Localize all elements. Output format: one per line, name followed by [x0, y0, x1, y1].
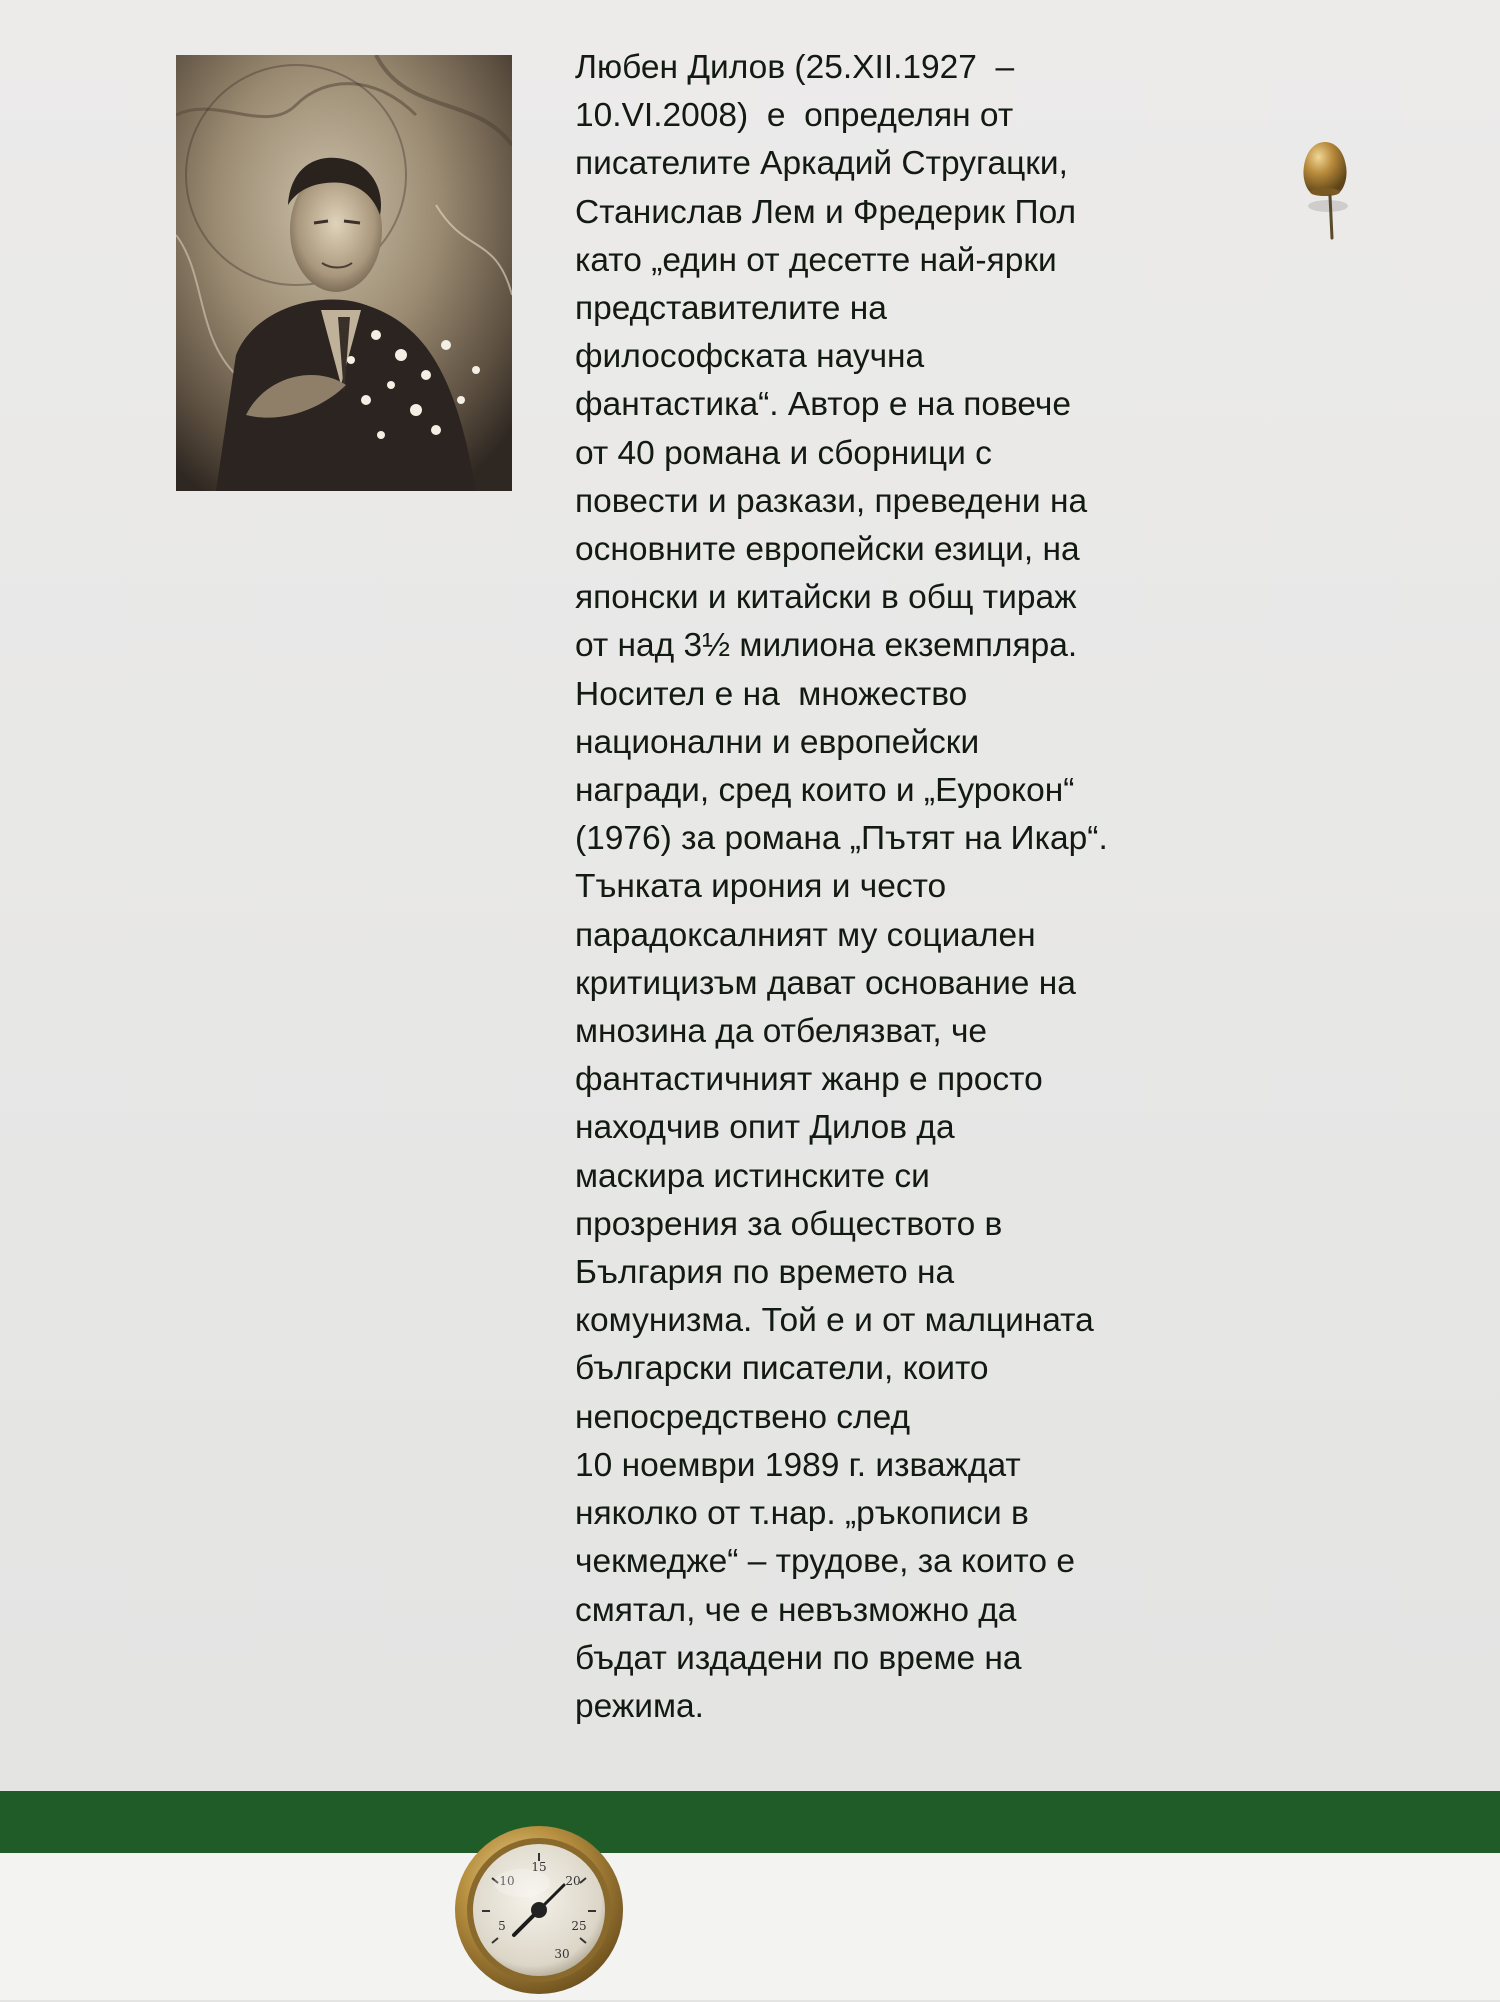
bio-line: Станислав Лем и Фредерик Пол — [575, 193, 1077, 231]
bio-line: основните европейски езици, на — [575, 531, 1080, 569]
bio-line: прозрения за обществото в — [575, 1205, 1003, 1243]
bio-line: от над 3½ милиона екземпляра. — [575, 627, 1078, 665]
bio-line: чекмедже“ – трудове, за които е — [575, 1543, 1075, 1581]
bio-line: фантастика“. Автор е на повече — [575, 386, 1072, 424]
bio-line: няколко от т.нар. „ръкописи в — [575, 1495, 1029, 1533]
bio-line: парадоксалният му социален — [575, 916, 1036, 954]
author-biography — [575, 44, 1275, 1731]
bio-line: Тънката ирония и често — [575, 868, 947, 906]
bio-line: философската научна — [575, 338, 925, 376]
bio-line: български писатели, които — [575, 1350, 989, 1388]
bio-line: България по времето на — [575, 1254, 955, 1292]
bio-line: бъдат издадени по време на — [575, 1639, 1022, 1677]
gauge-tick-label: 20 — [565, 1874, 581, 1888]
pressure-gauge-icon — [452, 1823, 626, 1997]
author-portrait — [176, 55, 512, 491]
bio-line: представителите на — [575, 290, 887, 328]
brass-pin-icon — [1300, 138, 1350, 243]
bio-line: (1976) за романа „Пътят на Икар“. — [575, 820, 1108, 858]
bio-line: непосредствено след — [575, 1398, 911, 1436]
bio-line: като „един от десетте най-ярки — [575, 241, 1057, 279]
bio-line: 10.VI.2008) е определян от — [575, 97, 1014, 135]
bio-line: находчив опит Дилов да — [575, 1109, 955, 1147]
gauge-tick-label: 15 — [531, 1860, 547, 1874]
bio-line: Любен Дилов (25.XII.1927 – — [575, 49, 1015, 86]
gauge-tick-label: 5 — [498, 1919, 506, 1933]
bio-line: 10 ноември 1989 г. изваждат — [575, 1446, 1021, 1484]
bio-line: смятал, че е невъзможно да — [575, 1591, 1017, 1629]
bio-line: фантастичният жанр е просто — [575, 1061, 1043, 1099]
bio-line: мнозина да отбелязват, че — [575, 1013, 988, 1051]
bio-line: японски и китайски в общ тираж — [575, 579, 1077, 617]
bio-line: Носител е на множество — [575, 675, 968, 713]
bio-line: маскира истинските си — [575, 1157, 930, 1195]
author-portrait-image — [176, 55, 512, 491]
gauge-tick-label: 30 — [554, 1947, 570, 1961]
bio-line: награди, сред които и „Еурокон“ — [575, 772, 1075, 810]
bottom-strip — [0, 1853, 1500, 2000]
bio-line: комунизма. Той е и от малцината — [575, 1302, 1094, 1340]
bio-line: режима. — [575, 1687, 704, 1725]
bio-line: писателите Аркадий Стругацки, — [575, 145, 1068, 183]
bio-line: повести и разкази, преведени на — [575, 482, 1088, 520]
bio-line: от 40 романа и сборници с — [575, 434, 992, 472]
gauge-tick-label: 10 — [499, 1874, 515, 1888]
bio-line: национални и европейски — [575, 723, 980, 761]
green-band — [0, 1791, 1500, 1853]
gauge-tick-label: 25 — [571, 1919, 587, 1933]
bio-line: критицизъм дават основание на — [575, 964, 1076, 1002]
